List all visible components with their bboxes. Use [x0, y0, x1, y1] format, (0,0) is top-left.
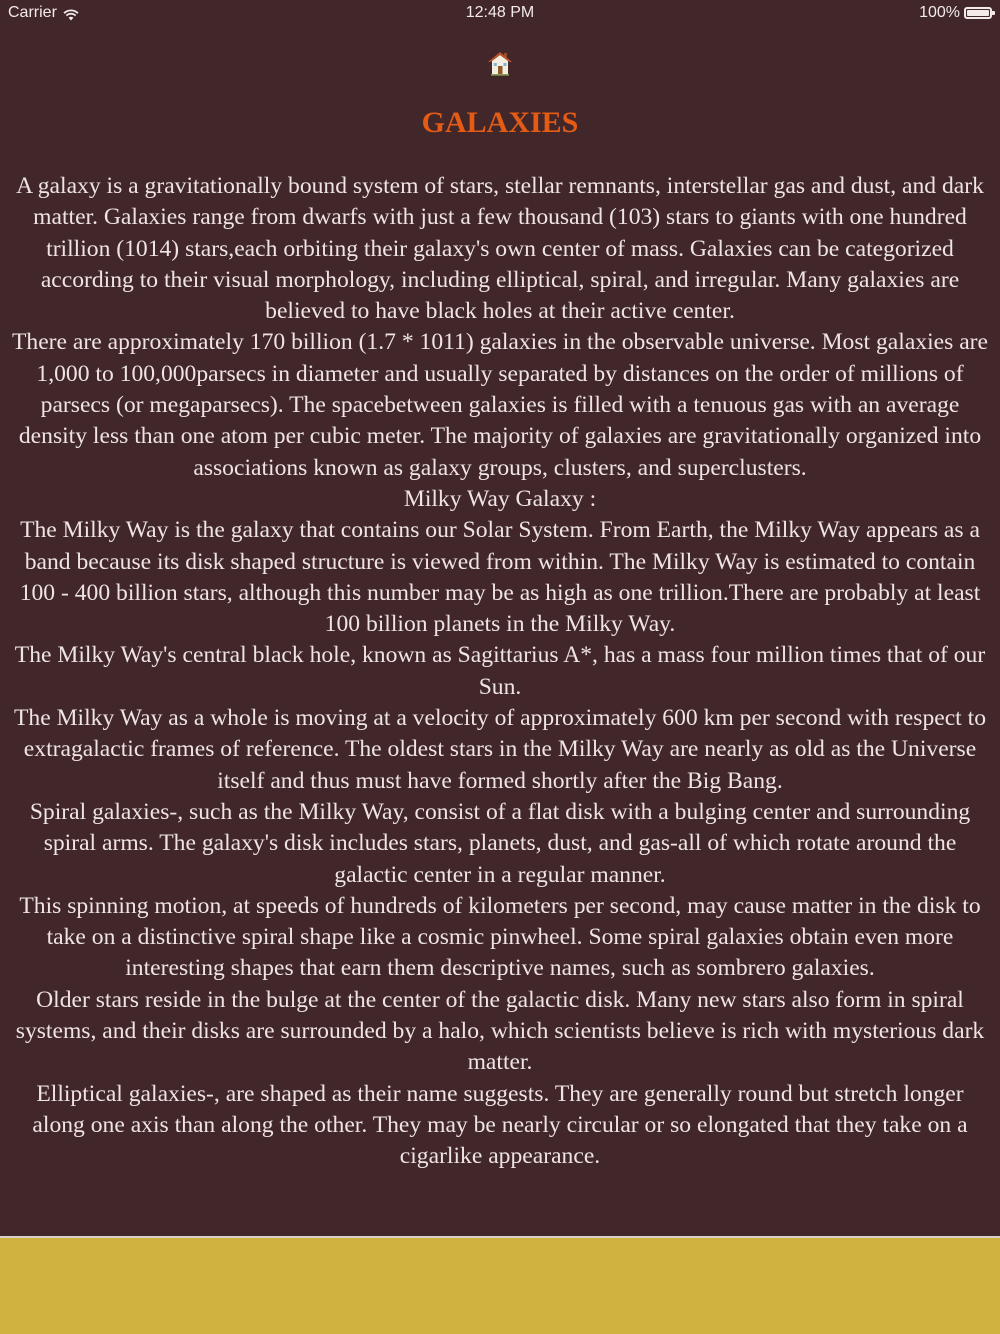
- paragraph: This spinning motion, at speeds of hundreds of kilometers per second, may cause matter in the disk to take on a distinctive spiral shape like a cosmic pinwheel. Some spiral galaxies obtain even more interesting shapes that earn them descriptive names, such as sombrero galaxies.: [19, 892, 981, 982]
- home-icon: [486, 49, 514, 82]
- paragraph: The Milky Way's central black hole, known as Sagittarius A*, has a mass four million times that of our Sun.: [14, 642, 986, 700]
- paragraph: There are approximately 170 billion (1.7 * 1011) galaxies in the observable universe. Most galaxies are 1,000 to 100,000parsecs in diameter and usually separated by distances on the order of millions of parsecs (or megaparsecs). The spacebetween galaxies is filled with a tenuous gas with an average density less than one atom per cubic meter. The majority of galaxies are gravitationally organized into associations known as galaxy groups, clusters, and superclusters.: [12, 329, 988, 481]
- section-heading: Milky Way Galaxy :: [403, 485, 597, 512]
- battery-icon: [964, 7, 992, 19]
- status-right: [919, 4, 992, 22]
- paragraph: The Milky Way as a whole is moving at a velocity of approximately 600 km per second with respect to extragalactic frames of reference. The oldest stars in the Milky Way are nearly as old as the Universe itself and thus must have formed shortly after the Big Bang.: [14, 705, 986, 794]
- battery-percent: 100%: [919, 4, 960, 21]
- status-bar: [0, 0, 1000, 28]
- article-body: [10, 171, 990, 1173]
- bottom-banner: [0, 1238, 1000, 1334]
- paragraph: Older stars reside in the bulge at the center of the galactic disk. Many new stars also form in spiral systems, and their disks are surrounded by a halo, which scientists believe is rich with mysterious dark matter.: [15, 986, 985, 1076]
- page-title: GALAXIES: [421, 106, 579, 139]
- paragraph: A galaxy is a gravitationally bound system of stars, stellar remnants, interstellar gas and dust, and dark matter. Galaxies range from dwarfs with just a few thousand (103) stars to giants with one hundred trillion (1014) stars,each orbiting their galaxy's own center of mass. Galaxies can be categorized according to their visual morphology, including elliptical, spiral, and irregular. Many galaxies are believed to have black holes at their active center.: [16, 173, 984, 325]
- paragraph: The Milky Way is the galaxy that contains our Solar System. From Earth, the Milky Way appears as a band because its disk shaped structure is viewed from within. The Milky Way is estimated to contain 100 - 400 billion stars, although this number may be as high as one trillion.There are probably at least 100 billion planets in the Milky Way.: [19, 517, 981, 638]
- home-button[interactable]: [484, 50, 516, 80]
- status-time: 12:48 PM: [465, 4, 535, 21]
- paragraph: Elliptical galaxies-, are shaped as their name suggests. They are generally round but stretch longer along one axis than along the other. They may be nearly circular or so elongated that they take on a cigarlike appearance.: [32, 1080, 968, 1170]
- carrier-label: Carrier: [8, 4, 57, 21]
- paragraph: Spiral galaxies-, such as the Milky Way, consist of a flat disk with a bulging center and surrounding spiral arms. The galaxy's disk includes stars, planets, dust, and gas-all of which rotate around the galactic center in a regular manner.: [29, 798, 971, 888]
